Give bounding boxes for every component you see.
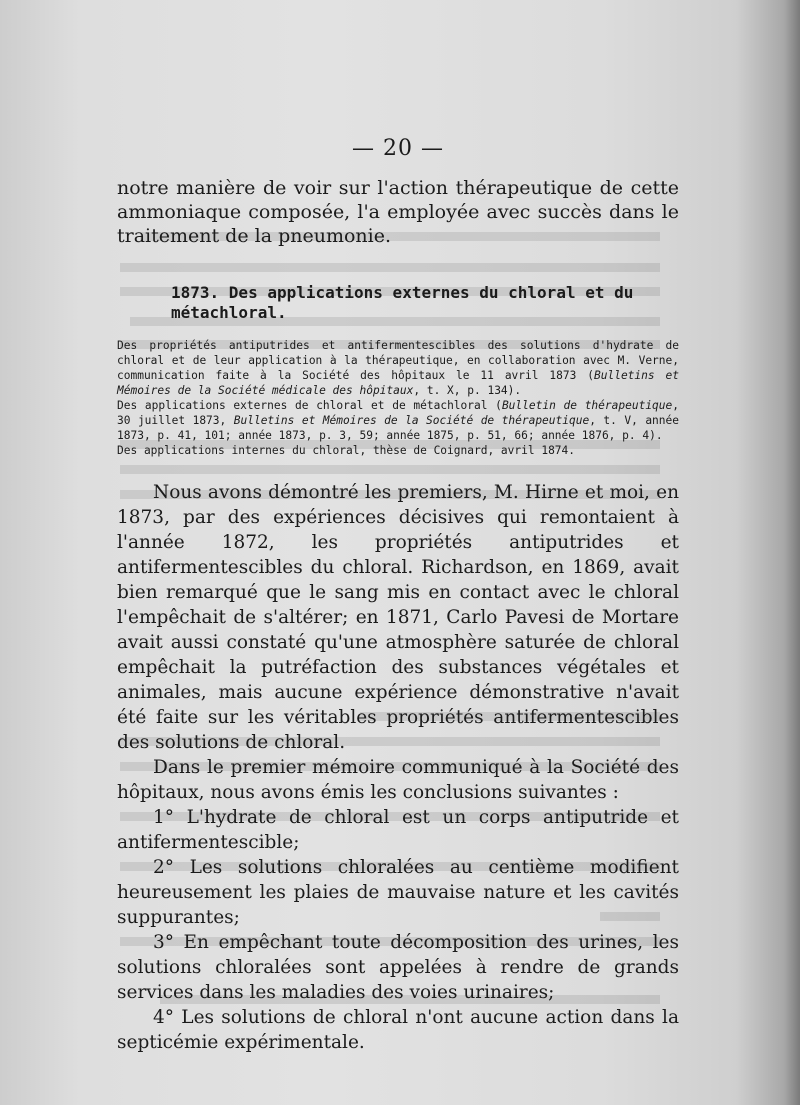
reference-title-italic: Bulletins et Mémoires de la Société de thérapeutique xyxy=(233,414,590,427)
references-list xyxy=(117,338,679,458)
reference-item xyxy=(117,398,679,443)
intro-paragraph: notre manière de voir sur l'action thérapeutique de cette ammoniaque composée, l'a employée avec succès dans le traitement de la pneumonie. xyxy=(117,177,679,247)
body-paragraph: Nous avons démontré les premiers, M. Hirne et moi, en 1873, par des expériences décisives qui remontaient à l'année 1872, les propriétés antiputrides et antifermentescibles du chloral. Richardson, en 1869, avait bien remarqué que le sang mis en contact avec le chloral l'empêchait de s'altérer; en 1871, Carlo Pavesi de Mortare avait aussi constaté qu'une atmosphère saturée de chloral empêchait la putréfaction des substances végétales et animales, mais aucune expérience démonstrative n'avait été faite sur les véritables propriétés antifermentescibles des solutions de chloral. xyxy=(117,482,679,753)
reference-item xyxy=(117,443,679,458)
reference-text: Des applications externes de chloral et de métachloral ( xyxy=(117,399,502,412)
conclusion-item: 2° Les solutions chloralées au centième modifient heureusement les plaies de mauvaise nature et les cavités suppurantes; xyxy=(117,857,679,928)
reference-item xyxy=(117,338,679,398)
page-number: — 20 — xyxy=(352,136,444,161)
reference-title-italic: Bulletin de thérapeutique xyxy=(501,399,673,412)
conclusion-item: 4° Les solutions de chloral n'ont aucune action dans la septicémie expérimentale. xyxy=(117,1007,679,1053)
reference-text: Des propriétés antiputrides et antifermentescibles des solutions d'hydrate de chloral et de leur application à la thérapeutique, en collaboration avec M. Verne, communication faite à la Société des hôpitaux le 11 avril 1873 ( xyxy=(117,339,679,382)
reference-text: , 30 juillet 1873, xyxy=(117,399,680,427)
reference-text: , t. X, p. 134). xyxy=(413,384,522,397)
body-paragraph: Dans le premier mémoire communiqué à la Société des hôpitaux, nous avons émis les conclusions suivantes : xyxy=(117,757,679,803)
reference-text: Des applications internes du chloral, thèse de Coignard, avril 1874. xyxy=(117,444,576,457)
body-paragraphs xyxy=(117,480,679,1055)
reference-text: , t. V, année 1873, p. 41, 101; année 1873, p. 3, 59; année 1875, p. 51, 66; année 1876, p. 4). xyxy=(117,414,679,442)
text-block xyxy=(117,136,679,1055)
conclusion-item: 1° L'hydrate de chloral est un corps antiputride et antifermentescible; xyxy=(117,807,679,853)
reference-title-italic: Bulletins et Mémoires de la Société médicale des hôpitaux xyxy=(117,369,679,397)
section-title: 1873. Des applications externes du chloral et du métachloral. xyxy=(171,283,634,322)
conclusion-item: 3° En empêchant toute décomposition des urines, les solutions chloralées sont appelées à rendre de grands services dans les maladies des voies urinaires; xyxy=(117,932,679,1003)
